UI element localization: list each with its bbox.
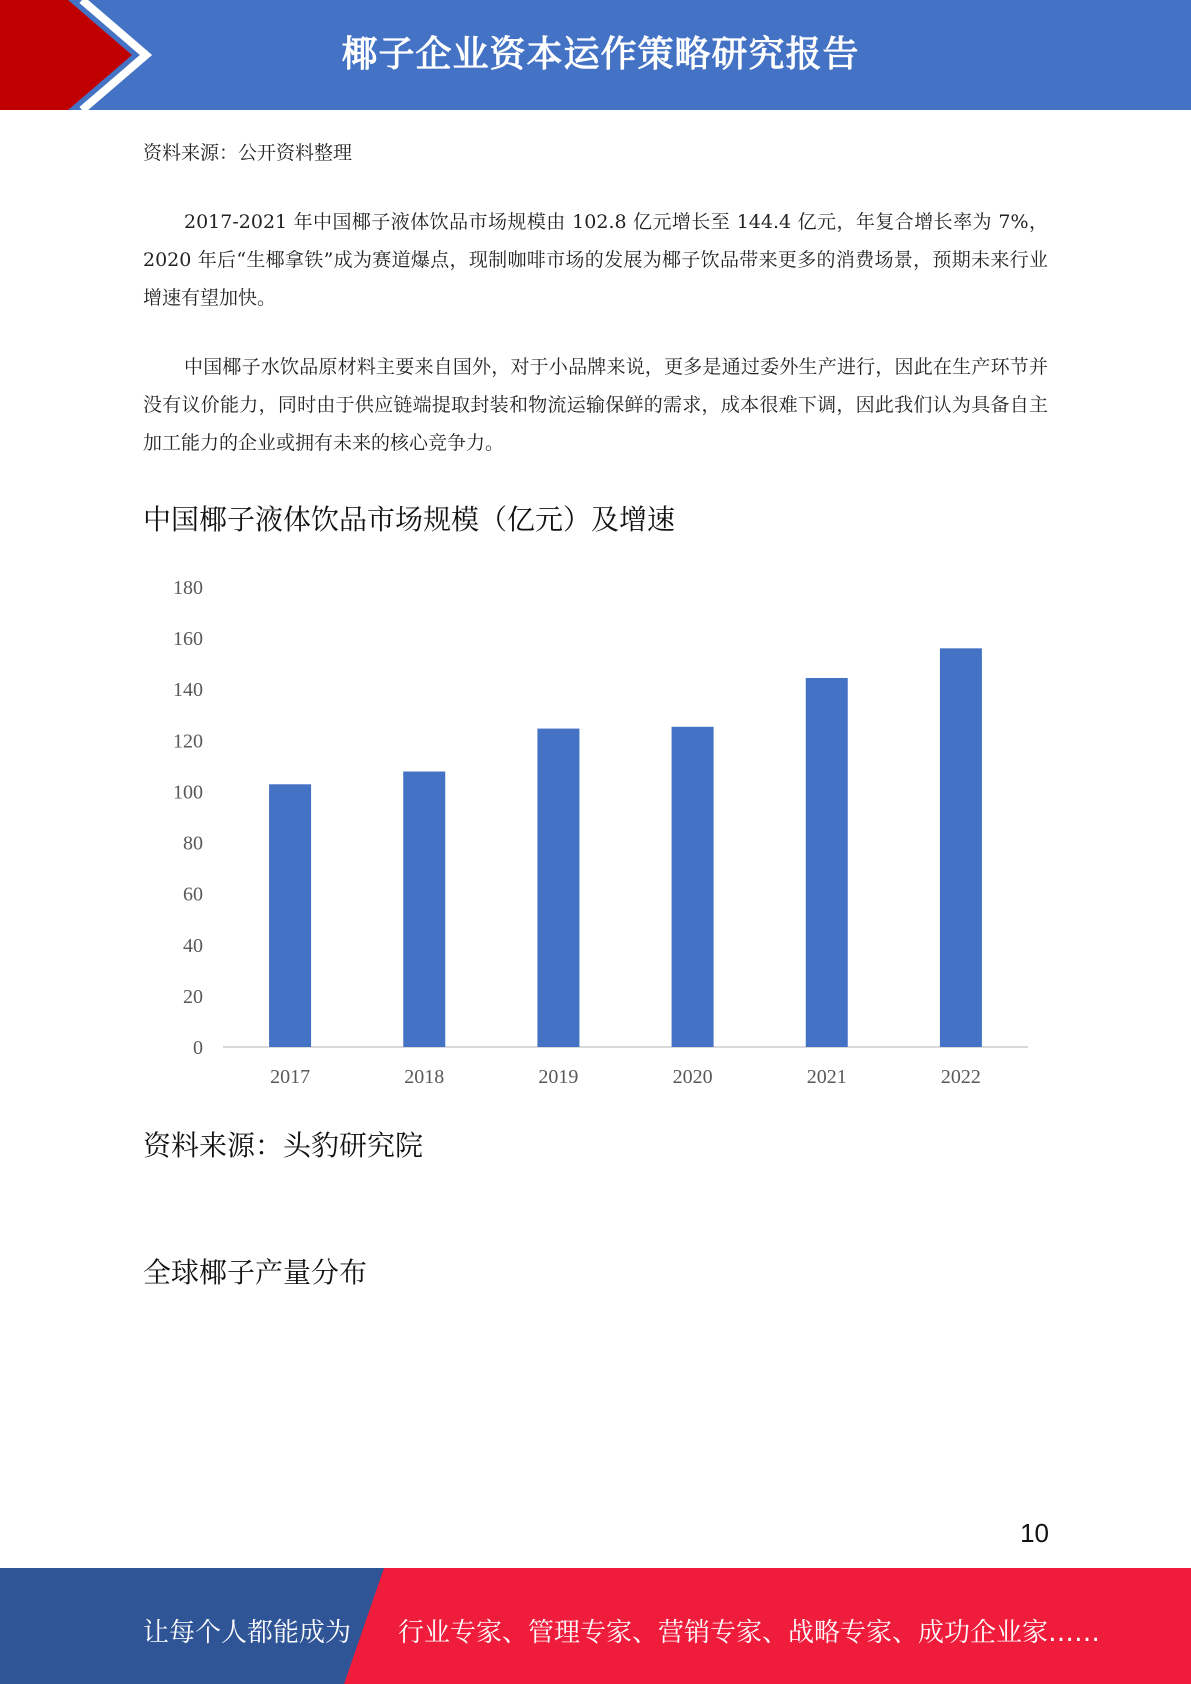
y-tick-label: 0 xyxy=(193,1037,203,1059)
paragraph-raw-materials: 中国椰子水饮品原材料主要来自国外，对于小品牌来说，更多是通过委外生产进行，因此在生产环节并没有议价能力，同时由于供应链端提取封装和物流运输保鲜的需求，成本很难下调，因此我们认为具备自主加工能力的企业或拥有未来的核心竞争力。 xyxy=(143,356,1048,454)
bar-2021 xyxy=(806,678,848,1047)
page-header xyxy=(0,0,1191,110)
source-note-top: 资料来源：公开资料整理 xyxy=(143,142,353,164)
x-tick-label: 2018 xyxy=(404,1066,445,1088)
bar-chart xyxy=(143,560,1048,1100)
x-tick-label: 2017 xyxy=(270,1066,311,1088)
y-tick-label: 180 xyxy=(173,577,203,599)
source-note-chart: 资料来源：头豹研究院 xyxy=(143,1129,424,1162)
chart-title: 中国椰子液体饮品市场规模（亿元）及增速 xyxy=(143,503,676,536)
y-tick-label: 80 xyxy=(183,832,203,855)
footer-slogan-right: 行业专家、管理专家、营销专家、战略专家、成功企业家…… xyxy=(398,1618,1101,1648)
x-tick-label: 2022 xyxy=(940,1066,981,1088)
y-tick-label: 60 xyxy=(183,883,203,906)
x-tick-label: 2020 xyxy=(672,1066,713,1088)
x-tick-label: 2019 xyxy=(538,1066,579,1088)
page-number: 10 xyxy=(1020,1518,1049,1548)
y-tick-label: 160 xyxy=(173,628,203,651)
bar-2017 xyxy=(269,784,311,1047)
x-tick-label: 2021 xyxy=(806,1066,847,1088)
bar-2020 xyxy=(672,727,714,1047)
paragraph-market-size: 2017-2021 年中国椰子液体饮品市场规模由 102.8 亿元增长至 144.4 亿元，年复合增长率为 7%，2020 年后“生椰拿铁”成为赛道爆点，现制咖啡市场的发展为椰子饮品带来更多的消费场景，预期未来行业增速有望加快。 xyxy=(143,211,1048,309)
bar-2019 xyxy=(537,729,579,1047)
bar-chart-svg xyxy=(143,560,1048,1100)
bar-2018 xyxy=(403,772,445,1047)
y-tick-label: 100 xyxy=(173,781,203,804)
section-title-global-production: 全球椰子产量分布 xyxy=(143,1256,368,1289)
footer-slogan-left: 让每个人都能成为 xyxy=(143,1618,352,1648)
report-title: 椰子企业资本运作策略研究报告 xyxy=(341,34,860,75)
bar-2022 xyxy=(940,648,982,1047)
y-tick-label: 120 xyxy=(173,730,203,753)
page-footer xyxy=(0,1568,1191,1684)
y-tick-label: 40 xyxy=(183,934,203,957)
y-tick-label: 20 xyxy=(183,985,203,1008)
y-tick-label: 140 xyxy=(173,679,203,702)
